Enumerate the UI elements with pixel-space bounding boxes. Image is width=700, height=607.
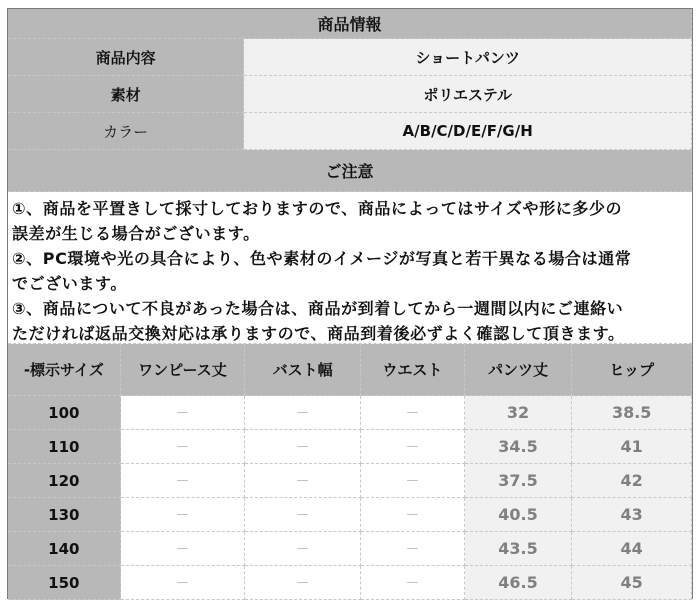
size-table-row: [8, 396, 692, 430]
size-table-header-row: [8, 344, 692, 396]
product-info-header: 商品情報: [8, 9, 692, 39]
hip-cell: 44: [572, 532, 692, 566]
size-table-row: [8, 566, 692, 600]
product-info-row: [8, 113, 692, 150]
size-cell: 100: [8, 396, 121, 430]
product-info-label: 商品内容: [8, 39, 244, 76]
size-table-row: [8, 532, 692, 566]
pants-length-cell: 32: [465, 396, 573, 430]
product-info-value: ショートパンツ: [244, 39, 692, 76]
bust-width-cell: －: [245, 498, 361, 532]
dress-length-cell: －: [121, 532, 246, 566]
waist-cell: －: [361, 566, 465, 600]
pants-length-cell: 46.5: [465, 566, 573, 600]
bust-width-cell: －: [245, 532, 361, 566]
size-table-row: [8, 498, 692, 532]
hip-cell: 45: [572, 566, 692, 600]
size-cell: 150: [8, 566, 121, 600]
dress-length-cell: －: [121, 464, 246, 498]
notice-line: ②、PC環境や光の具合により、色や素材のイメージが写真と若干異なる場合は通常: [12, 249, 632, 268]
dress-length-cell: －: [121, 430, 246, 464]
waist-cell: －: [361, 430, 465, 464]
notice-header: ご注意: [8, 150, 692, 192]
notice-line: ①、商品を平置きして採寸しておりますので、商品によってはサイズや形に多少の: [12, 199, 623, 218]
product-info-value: ポリエステル: [244, 76, 692, 113]
hip-cell: 42: [572, 464, 692, 498]
pants-length-cell: 37.5: [465, 464, 573, 498]
pants-length-cell: 40.5: [465, 498, 573, 532]
notice-line: ただければ返品交換対応は承りますので、商品到着後必ずよく確認して頂きます。: [12, 324, 625, 343]
notice-line: 誤差が生じる場合がございます。: [12, 224, 260, 243]
hip-cell: 43: [572, 498, 692, 532]
notice-text: [8, 192, 692, 344]
dress-length-cell: －: [121, 566, 246, 600]
size-cell: 130: [8, 498, 121, 532]
size-table-row: [8, 464, 692, 498]
notice-header-row: [8, 150, 692, 192]
hip-column-header: ヒップ: [572, 344, 692, 396]
pants-length-cell: 34.5: [465, 430, 573, 464]
waist-cell: －: [361, 532, 465, 566]
size-cell: 140: [8, 532, 121, 566]
bust-width-cell: －: [245, 464, 361, 498]
waist-cell: －: [361, 396, 465, 430]
product-info-header-row: [8, 9, 692, 39]
product-info-label: カラー: [8, 113, 244, 150]
size-table-row: [8, 430, 692, 464]
bust-width-cell: －: [245, 430, 361, 464]
dress-length-column-header: ワンピース丈: [121, 344, 246, 396]
bust-width-cell: －: [245, 566, 361, 600]
dress-length-cell: －: [121, 498, 246, 532]
dress-length-cell: －: [121, 396, 246, 430]
size-cell: 120: [8, 464, 121, 498]
bust-width-column-header: バスト幅: [245, 344, 361, 396]
size-cell: 110: [8, 430, 121, 464]
hip-cell: 41: [572, 430, 692, 464]
waist-cell: －: [361, 464, 465, 498]
size-column-header: -標示サイズ: [8, 344, 121, 396]
product-info-sheet: [7, 8, 693, 599]
product-info-value: A/B/C/D/E/F/G/H: [244, 113, 692, 150]
product-info-row: [8, 39, 692, 76]
notice-line: でございます。: [12, 274, 127, 293]
hip-cell: 38.5: [572, 396, 692, 430]
bust-width-cell: －: [245, 396, 361, 430]
notice-line: ③、商品について不良があった場合は、商品が到着してから一週間以内にご連絡い: [12, 299, 624, 318]
waist-cell: －: [361, 498, 465, 532]
waist-column-header: ウエスト: [361, 344, 465, 396]
product-info-row: [8, 76, 692, 113]
product-info-label: 素材: [8, 76, 244, 113]
pants-length-column-header: パンツ丈: [465, 344, 573, 396]
pants-length-cell: 43.5: [465, 532, 573, 566]
